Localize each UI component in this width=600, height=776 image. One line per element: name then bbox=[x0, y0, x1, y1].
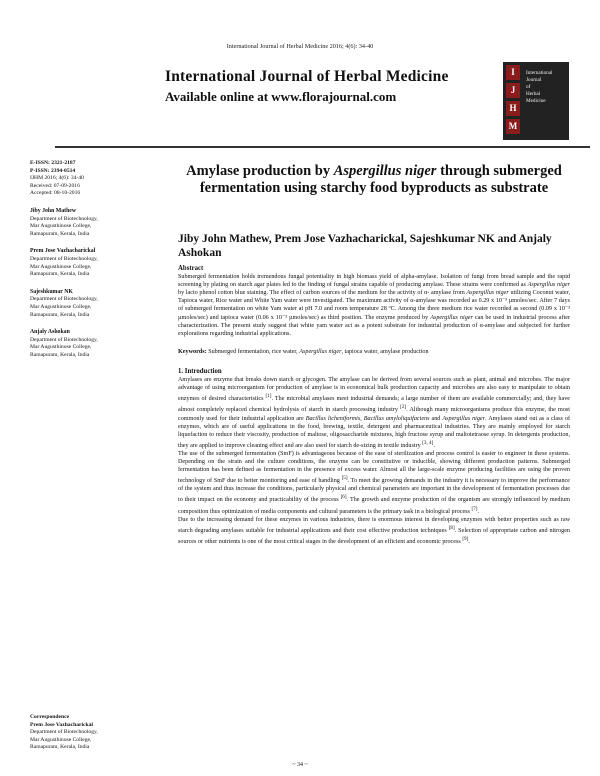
affiliation-line: Mar Augusthinose College, bbox=[30, 263, 92, 270]
affiliation-line: Department of Biotechnology, bbox=[30, 255, 98, 262]
accepted-date: Accepted: 08-10-2016 bbox=[30, 190, 81, 197]
text-run: Due to the increasing demand for these enzymes in various industries, there is enormous interest in developing enzymes with better properties such as raw starch degrading amylases suitable for industrial applications and their cost effective production techniques bbox=[178, 516, 570, 534]
page-number: ~ 34 ~ bbox=[292, 762, 308, 768]
abstract-text bbox=[178, 273, 570, 338]
article-title bbox=[178, 163, 570, 197]
text-run: , bbox=[360, 415, 364, 422]
logo-text-line: Medicine bbox=[526, 98, 546, 104]
logo-text-line: Journal bbox=[526, 77, 542, 83]
article-authors: Jiby John Mathew, Prem Jose Vazhacharickal, Sajeshkumar NK and Anjaly Ashokan bbox=[178, 233, 552, 259]
correspondence-heading: Correspondence bbox=[30, 714, 70, 720]
affiliation bbox=[30, 208, 155, 238]
citation-ref: [5] bbox=[341, 475, 348, 482]
article-ids bbox=[30, 160, 155, 198]
affiliation-line: Mar Augusthinose College, bbox=[30, 344, 92, 351]
citation-ref: [6] bbox=[340, 494, 347, 501]
text-run: . bbox=[468, 539, 470, 545]
intro-paragraph bbox=[178, 450, 570, 516]
text-run: Amylases are enzyme that breaks down starch or glycogen. The amylase can be derived from several sources such as plant, animal and microbes. The major advantage of using microorganism for production of amylase is in economical bulk production capacity and microbes are also easy to manipulate to obtain enzymes of desired characteristics bbox=[178, 377, 570, 403]
text-run: . Although many microorganisms produce this enzyme, the most commonly used for their industrial application are bbox=[178, 407, 570, 422]
text-run: . The microbial amylases meet industrial demands; a large number of them are available commercially; and, they have almost completely replaced chemical hydrolysis of starch in starch processing industry bbox=[178, 396, 570, 414]
journal-citation: International Journal of Herbal Medicine 2016; 4(6): 34-40 bbox=[226, 43, 374, 50]
keywords bbox=[178, 348, 570, 356]
text-run: can be used in industrial process after characterization. The present study suggest that white yam water act as a potent substrate for industrial production of α-amylase and subjected for further explorations regarding industrial applications. bbox=[178, 314, 570, 337]
citation-ref: [8] bbox=[448, 524, 455, 531]
logo-letter: M bbox=[506, 119, 520, 134]
title-part: Amylase production by bbox=[186, 163, 334, 179]
title-part: through submerged fermentation using starchy food byproducts as substrate bbox=[199, 163, 562, 196]
journal-website: Available online at www.florajournal.com bbox=[165, 89, 397, 104]
logo-text-line: Herbal bbox=[526, 91, 541, 97]
species-name: Bacillus amyloliquifaciens bbox=[363, 415, 430, 422]
keywords-label: Keywords: bbox=[178, 348, 207, 355]
received-date: Received: 07-09-2016 bbox=[30, 182, 80, 189]
affiliation-line: Mar Augusthinose College, bbox=[30, 223, 92, 230]
logo-letter: J bbox=[506, 83, 520, 98]
affiliation-name: Sajeshkumar NK bbox=[30, 288, 73, 295]
species-name: Aspergillus niger bbox=[466, 290, 509, 297]
affiliation bbox=[30, 289, 155, 319]
pissn: P-ISSN: 2394-0514 bbox=[30, 167, 76, 174]
article-body bbox=[178, 265, 570, 546]
affiliation-line: Department of Biotechnology, bbox=[30, 336, 98, 343]
species-name: Bacillus licheniformis bbox=[305, 415, 361, 422]
affiliation-name: Prem Jose Vazhacharickal bbox=[30, 248, 96, 255]
correspondence-name: Prem Jose Vazhacharickal bbox=[30, 721, 93, 728]
text-run: Submerged fermentation holds tremendous fungal potentiality in high biomass yield of alpha-amylase. Isolation of fungi from bread sample and the rapid screening by plating on starch agar plates led to the finding of fungal strains capable of producing amylase. These strains were confirmed as bbox=[178, 274, 570, 289]
text-run: . bbox=[477, 508, 480, 515]
affiliation-line: Ramapuram, Kerala, India bbox=[30, 311, 90, 318]
citation-ref: [2] bbox=[400, 404, 407, 411]
logo-letter: H bbox=[506, 101, 520, 116]
intro-paragraph bbox=[178, 376, 570, 450]
affiliation-line: Department of Biotechnology, bbox=[30, 296, 98, 303]
journal-logo bbox=[503, 62, 569, 140]
journal-name: International Journal of Herbal Medicine bbox=[165, 68, 449, 85]
article-metadata bbox=[30, 160, 155, 359]
affiliation-line: Ramapuram, Kerala, India bbox=[30, 351, 90, 358]
logo-letter: I bbox=[506, 65, 520, 80]
affiliation bbox=[30, 329, 155, 359]
text-run: The use of the submerged fermentation (SmF) is advantageous because of the ease of sterilization and process control is easier to engineer in these systems. Depending on the strain and the culture conditions, the enzyme can be constitutive or inducible, showing different production patterns. Submerged fermentation has been defined as fermentation in the presence of excess water. Almost all the large-scale enzyme producing facilities are using the proven technology of SmF due to better monitoring and ease of handling bbox=[178, 450, 570, 485]
correspondence bbox=[30, 714, 155, 752]
logo-letters bbox=[503, 62, 525, 134]
affiliation-name: Anjaly Ashokan bbox=[30, 329, 70, 336]
intro-paragraph bbox=[178, 516, 570, 546]
citation-ref: [1] bbox=[265, 393, 272, 400]
header-divider bbox=[55, 146, 590, 148]
species-name: Aspergillus niger bbox=[527, 282, 571, 289]
citation-ref: [7] bbox=[471, 505, 478, 512]
affiliation-line: Ramapuram, Kerala, India bbox=[30, 230, 90, 237]
text-run: . bbox=[433, 442, 435, 449]
logo-text-line: of bbox=[526, 84, 531, 90]
affiliation-line: Department of Biotechnology, bbox=[30, 215, 98, 222]
abstract-heading: Abstract bbox=[178, 265, 204, 272]
text-run: by lacto phenol cotton blue staining. The effect of carbon sources of the medium for the activity of α- amylase from bbox=[178, 290, 467, 297]
logo-text-line: International bbox=[526, 70, 553, 76]
species-name: Aspergillus niger bbox=[430, 314, 473, 321]
affiliation-name: Jiby John Mathew bbox=[30, 207, 77, 214]
correspondence-line: Mar Augusthinose College, bbox=[30, 736, 92, 743]
logo-text bbox=[526, 70, 568, 105]
eissn: E-ISSN: 2321-2187 bbox=[30, 160, 76, 166]
species-name: Aspergillus niger bbox=[442, 415, 486, 422]
correspondence-line: Ramapuram, Kerala, India bbox=[30, 744, 90, 751]
text-run: . Amylases stand out as a class of enzymes, which are of useful applications in the food, brewing, textile, detergent and pharmaceutical industries. They are mainly employed for starch liquefaction to reduce their viscosity, production of maltose, oligosaccharide mixtures, high fructose syrup and maltotetraose syrup. In detergents production, they are applied to improve cleaning effect and are also used for starch de-sizing in textile industry bbox=[178, 415, 570, 449]
correspondence-line: Department of Biotechnology, bbox=[30, 729, 98, 736]
affiliation-line: Mar Augusthinose College, bbox=[30, 303, 92, 310]
citation-ref: [9] bbox=[462, 535, 469, 542]
title-species: Aspergillus niger bbox=[333, 163, 437, 179]
text-run: Submerged fermentation, rice water, bbox=[206, 348, 300, 355]
affiliation-line: Ramapuram, Kerala, India bbox=[30, 271, 90, 278]
citation-ref: [3, 4] bbox=[422, 439, 434, 446]
species-name: Aspergillus niger bbox=[299, 348, 342, 355]
introduction-heading: 1. Introduction bbox=[178, 367, 222, 375]
text-run: . To meet the growing demands in the industry it is necessary to improve the performance of the system and thus increase the conditions, particularly physical and chemical parameters are important in the development of fermentation processes due to their impact on the economy and practicability of the process bbox=[178, 478, 570, 504]
affiliation bbox=[30, 248, 155, 278]
text-run: . The growth and enzyme production of the organism are strongly influenced by medium composition thus optimization of media components and cultural parameters is the primary task in a biological process bbox=[178, 497, 570, 515]
ijhm-ref: IJHM 2016; 4(6): 34-40 bbox=[30, 175, 84, 182]
text-run: , tapioca water, amylase production bbox=[341, 348, 429, 355]
text-run: utilizing Coconut water, Tapioca water, Rice water and White Yam water were investigated. The maximum activity of α-amylase was recorded as 0.29 x 10⁻³ µmoles/sec. After 7 days of submerged fermentation on white Yam water at pH 7.0 and room temperature 28 ºC. Among the three medium rice water recorded as second (0.09 x 10⁻³ µmoles/sec) and tapioca water (0.06 x 10⁻³ µmoles/sec) as third position. The enzyme produced by bbox=[178, 290, 570, 321]
text-run: and bbox=[429, 415, 443, 422]
text-run: . Selection of appropriate carbon and nitrogen sources or other nutrients is one of the most critical stages in the development of an efficient and economic process bbox=[178, 527, 570, 545]
